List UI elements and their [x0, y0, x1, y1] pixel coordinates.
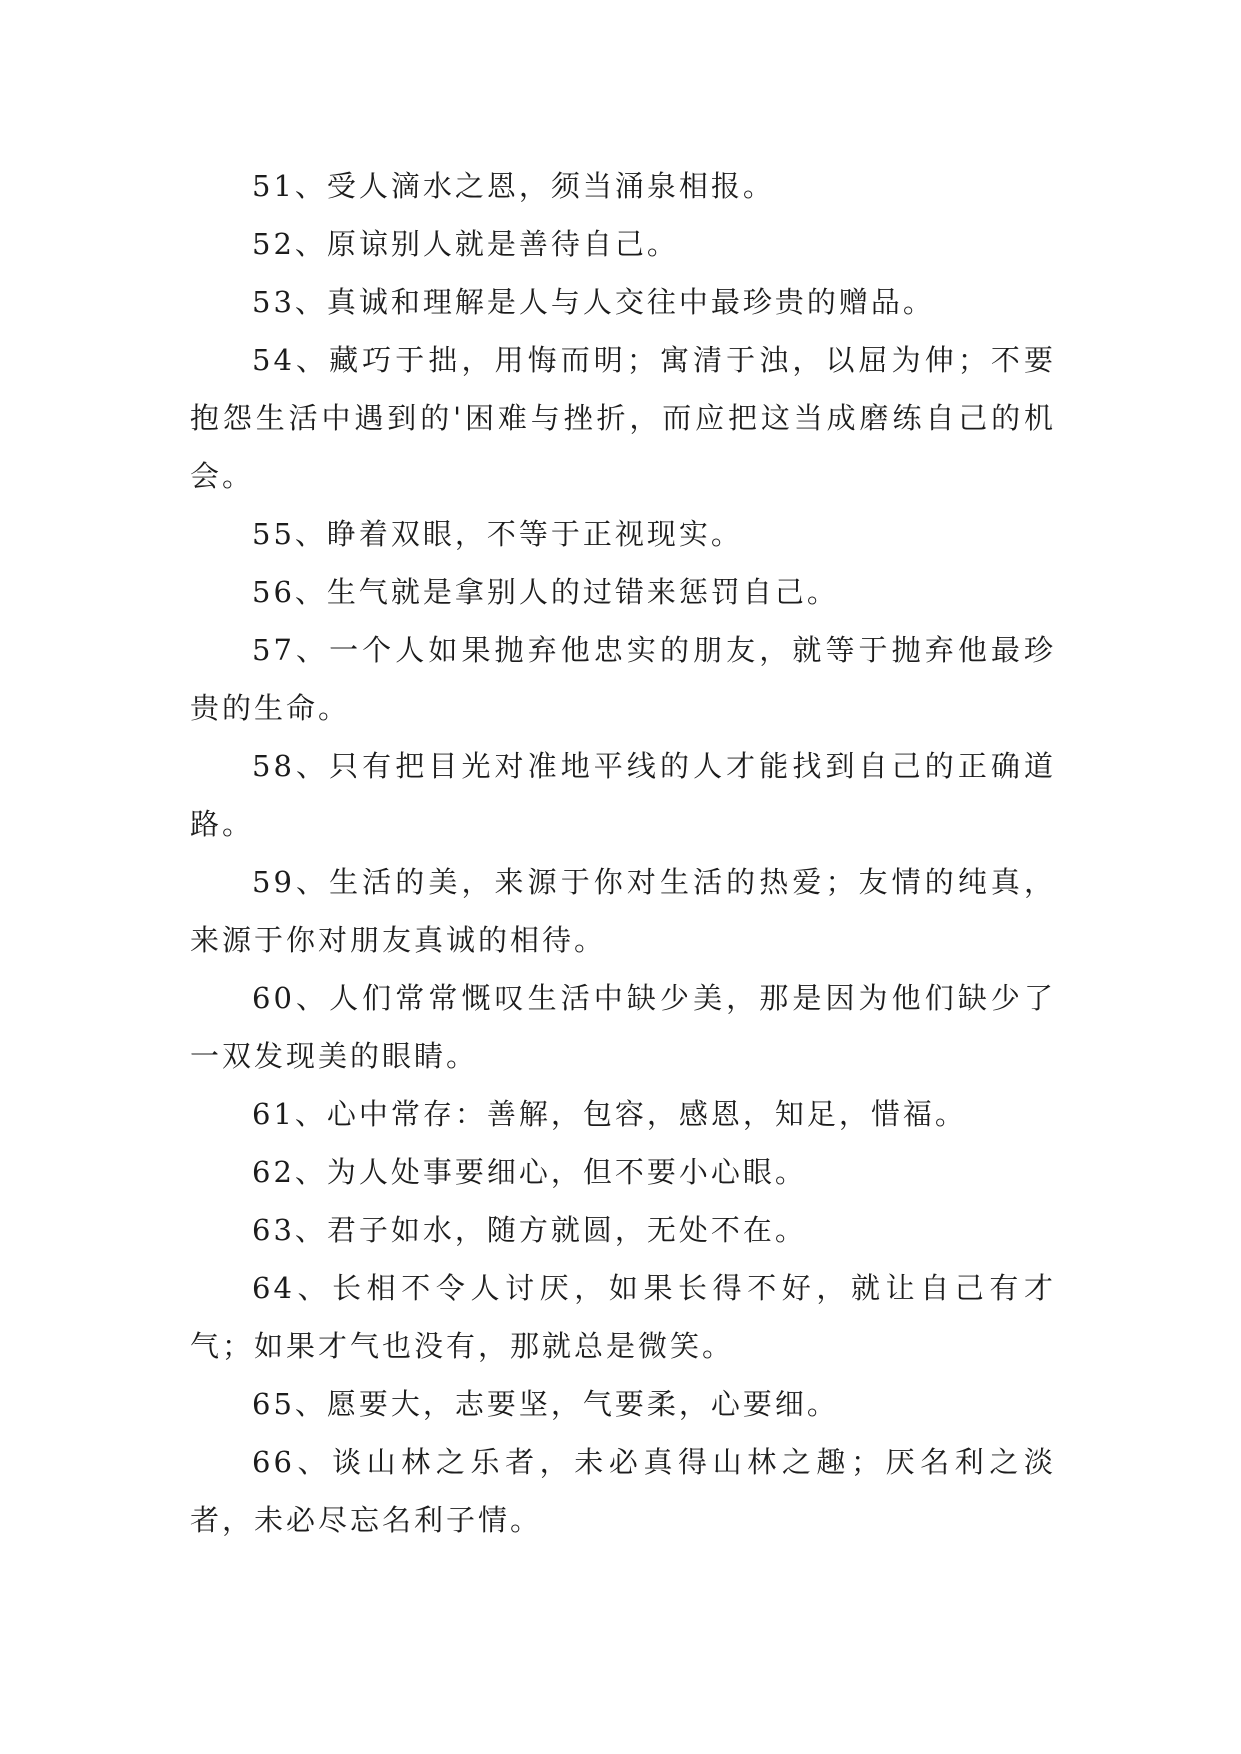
quote-paragraph-54: 54、藏巧于拙，用悔而明；寓清于浊，以屈为伸；不要抱怨生活中遇到的'困难与挫折，而应把这当成磨练自己的机会。	[190, 343, 1056, 493]
quote-paragraph-57: 57、一个人如果抛弃他忠实的朋友，就等于抛弃他最珍贵的生命。	[190, 633, 1056, 725]
quote-paragraph-62: 62、为人处事要细心，但不要小心眼。	[252, 1155, 807, 1189]
quote-paragraph-60: 60、人们常常慨叹生活中缺少美，那是因为他们缺少了一双发现美的眼睛。	[190, 981, 1056, 1073]
quote-paragraph-66: 66、谈山林之乐者，未必真得山林之趣；厌名利之淡者，未必尽忘名利子情。	[190, 1445, 1056, 1537]
quote-paragraph-64: 64、长相不令人讨厌，如果长得不好，就让自己有才气；如果才气也没有，那就总是微笑。	[190, 1271, 1056, 1363]
quote-paragraph-61: 61、心中常存：善解，包容，感恩，知足，惜福。	[252, 1097, 967, 1131]
quote-paragraph-59: 59、生活的美，来源于你对生活的热爱；友情的纯真，来源于你对朋友真诚的相待。	[190, 865, 1056, 957]
document-body	[190, 157, 1056, 1549]
quote-paragraph-65: 65、愿要大，志要坚，气要柔，心要细。	[252, 1387, 839, 1421]
quote-paragraph-55: 55、睁着双眼，不等于正视现实。	[252, 517, 743, 551]
quote-paragraph-56: 56、生气就是拿别人的过错来惩罚自己。	[252, 575, 839, 609]
quote-paragraph-63: 63、君子如水，随方就圆，无处不在。	[252, 1213, 807, 1247]
quote-paragraph-53: 53、真诚和理解是人与人交往中最珍贵的赠品。	[252, 285, 935, 319]
quote-paragraph-52: 52、原谅别人就是善待自己。	[252, 227, 679, 261]
quote-paragraph-58: 58、只有把目光对准地平线的人才能找到自己的正确道路。	[190, 749, 1056, 841]
quote-paragraph-51: 51、受人滴水之恩，须当涌泉相报。	[252, 169, 775, 203]
